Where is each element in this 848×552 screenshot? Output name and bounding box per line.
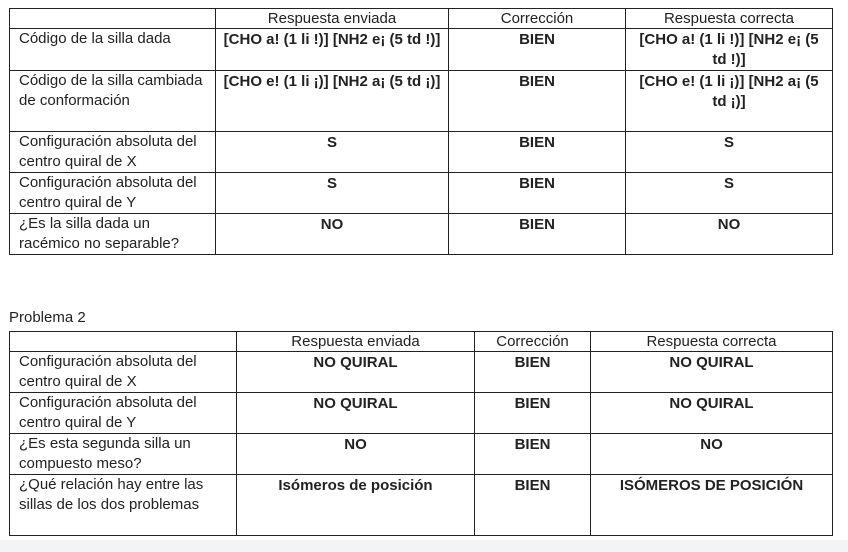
table-header-row — [10, 9, 833, 29]
header-correction: Corrección — [475, 332, 591, 352]
table-row — [10, 393, 833, 434]
correction-value: BIEN — [449, 132, 626, 173]
sent-answer: NO QUIRAL — [237, 393, 475, 434]
table-header-row — [10, 332, 833, 352]
table-row — [10, 352, 833, 393]
correct-answer: [CHO a! (1 li !)] [NH2 e¡ (5 td !)] — [626, 29, 833, 71]
row-label: ¿Es la silla dada un racémico no separable? — [10, 214, 216, 255]
sent-answer: Isómeros de posición — [237, 475, 475, 536]
header-empty — [10, 332, 237, 352]
correct-answer: [CHO e! (1 li ¡)] [NH2 a¡ (5 td ¡)] — [626, 71, 833, 132]
correct-answer: NO QUIRAL — [591, 393, 833, 434]
results-table-problem-1 — [9, 8, 833, 255]
correction-value: BIEN — [475, 475, 591, 536]
sent-answer: S — [216, 173, 449, 214]
correction-value: BIEN — [449, 214, 626, 255]
table-row — [10, 475, 833, 536]
correction-value: BIEN — [475, 434, 591, 475]
correct-answer: NO — [591, 434, 833, 475]
header-sent-answer: Respuesta enviada — [237, 332, 475, 352]
correct-answer: S — [626, 173, 833, 214]
correct-answer: NO QUIRAL — [591, 352, 833, 393]
header-sent-answer: Respuesta enviada — [216, 9, 449, 29]
row-label: Configuración absoluta del centro quiral de X — [10, 132, 216, 173]
row-label: Código de la silla dada — [10, 29, 216, 71]
correction-value: BIEN — [449, 29, 626, 71]
sent-answer: [CHO e! (1 li ¡)] [NH2 a¡ (5 td ¡)] — [216, 71, 449, 132]
correction-value: BIEN — [449, 71, 626, 132]
header-correction: Corrección — [449, 9, 626, 29]
header-correct-answer: Respuesta correcta — [626, 9, 833, 29]
header-correct-answer: Respuesta correcta — [591, 332, 833, 352]
sent-answer: NO QUIRAL — [237, 352, 475, 393]
correct-answer: NO — [626, 214, 833, 255]
correction-value: BIEN — [475, 352, 591, 393]
row-label: Configuración absoluta del centro quiral de Y — [10, 393, 237, 434]
table-row — [10, 29, 833, 71]
header-empty — [10, 9, 216, 29]
row-label: Configuración absoluta del centro quiral de Y — [10, 173, 216, 214]
sent-answer: [CHO a! (1 li !)] [NH2 e¡ (5 td !)] — [216, 29, 449, 71]
sent-answer: NO — [216, 214, 449, 255]
row-label: Código de la silla cambiada de conformación — [10, 71, 216, 132]
correct-answer: S — [626, 132, 833, 173]
row-label: ¿Qué relación hay entre las sillas de los dos problemas — [10, 475, 237, 536]
results-table-problem-2 — [9, 331, 833, 536]
correction-value: BIEN — [475, 393, 591, 434]
table-row — [10, 71, 833, 132]
table-row — [10, 132, 833, 173]
table-row — [10, 173, 833, 214]
row-label: ¿Es esta segunda silla un compuesto meso? — [10, 434, 237, 475]
row-label: Configuración absoluta del centro quiral de X — [10, 352, 237, 393]
table-row — [10, 434, 833, 475]
page-bottom-strip — [0, 540, 848, 552]
sent-answer: S — [216, 132, 449, 173]
table-row — [10, 214, 833, 255]
problem-2-title: Problema 2 — [9, 309, 86, 326]
correct-answer: ISÓMEROS DE POSICIÓN — [591, 475, 833, 536]
sent-answer: NO — [237, 434, 475, 475]
correction-value: BIEN — [449, 173, 626, 214]
